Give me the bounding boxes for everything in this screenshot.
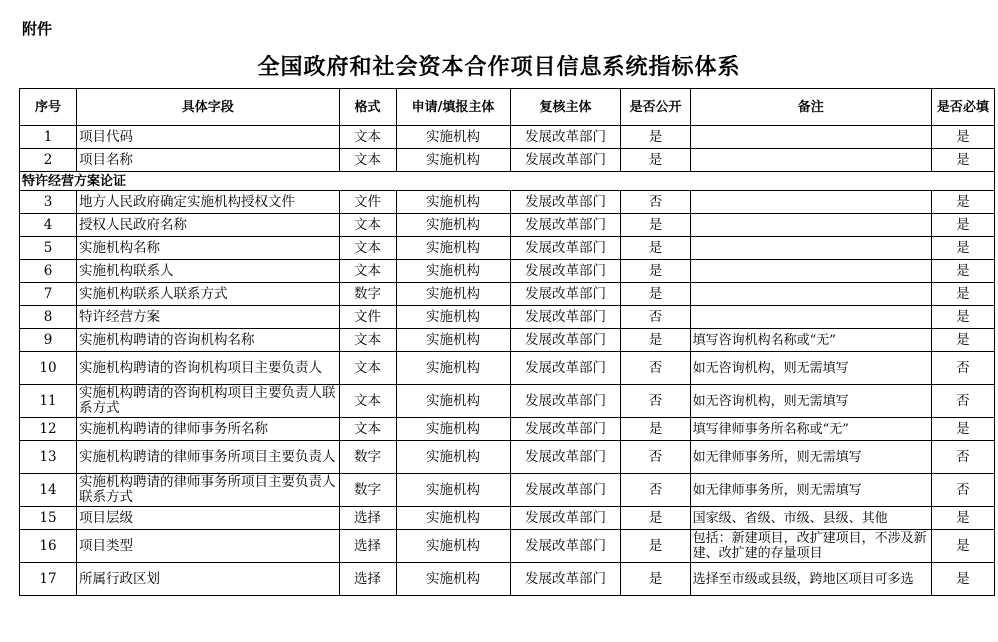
row-no: 4: [20, 214, 77, 237]
row-no: 12: [20, 418, 77, 441]
row-applicant: 实施机构: [396, 507, 510, 530]
row-field: 授权人民政府名称: [76, 214, 339, 237]
row-format: 选择: [339, 530, 396, 563]
row-format: 文本: [339, 149, 396, 172]
row-format: 文本: [339, 260, 396, 283]
row-required: 是: [931, 149, 994, 172]
row-required: 是: [931, 191, 994, 214]
table-row: [20, 352, 995, 385]
row-reviewer: 发展改革部门: [510, 191, 621, 214]
row-note: [690, 260, 931, 283]
row-note: 填写咨询机构名称或“无”: [690, 329, 931, 352]
table-row: [20, 191, 995, 214]
row-field: 实施机构聘请的咨询机构项目主要负责人联系方式: [76, 385, 339, 418]
row-required: 是: [931, 283, 994, 306]
row-no: 5: [20, 237, 77, 260]
row-applicant: 实施机构: [396, 214, 510, 237]
table-row: [20, 306, 995, 329]
row-public: 是: [621, 283, 690, 306]
table-row: [20, 283, 995, 306]
row-format: 数字: [339, 283, 396, 306]
row-no: 2: [20, 149, 77, 172]
table-row: [20, 329, 995, 352]
row-field: 项目名称: [76, 149, 339, 172]
row-applicant: 实施机构: [396, 306, 510, 329]
row-reviewer: 发展改革部门: [510, 260, 621, 283]
row-public: 是: [621, 329, 690, 352]
row-note: 填写律师事务所名称或“无”: [690, 418, 931, 441]
row-required: 否: [931, 385, 994, 418]
row-applicant: 实施机构: [396, 530, 510, 563]
row-applicant: 实施机构: [396, 149, 510, 172]
row-required: 是: [931, 237, 994, 260]
row-applicant: 实施机构: [396, 418, 510, 441]
row-no: 3: [20, 191, 77, 214]
row-required: 是: [931, 126, 994, 149]
row-required: 是: [931, 530, 994, 563]
indicator-table: [19, 88, 995, 596]
row-public: 否: [621, 385, 690, 418]
row-reviewer: 发展改革部门: [510, 126, 621, 149]
row-format: 文件: [339, 191, 396, 214]
row-no: 8: [20, 306, 77, 329]
row-no: 7: [20, 283, 77, 306]
row-note: 包括：新建项目，改扩建项目，不涉及新建、改扩建的存量项目: [690, 530, 931, 563]
row-field: 实施机构联系人联系方式: [76, 283, 339, 306]
row-required: 否: [931, 441, 994, 474]
row-applicant: 实施机构: [396, 283, 510, 306]
row-public: 否: [621, 474, 690, 507]
table-row: [20, 149, 995, 172]
row-note: 如无咨询机构，则无需填写: [690, 352, 931, 385]
header-note: 备注: [690, 89, 931, 126]
row-reviewer: 发展改革部门: [510, 385, 621, 418]
row-reviewer: 发展改革部门: [510, 418, 621, 441]
row-required: 是: [931, 214, 994, 237]
section-row: [20, 172, 995, 191]
page-title: 全国政府和社会资本合作项目信息系统指标体系: [257, 54, 741, 80]
row-required: 是: [931, 306, 994, 329]
row-public: 否: [621, 352, 690, 385]
row-note: [690, 191, 931, 214]
row-applicant: 实施机构: [396, 191, 510, 214]
row-public: 是: [621, 214, 690, 237]
row-applicant: 实施机构: [396, 126, 510, 149]
header-field: 具体字段: [76, 89, 339, 126]
row-format: 文本: [339, 126, 396, 149]
attachment-label: 附件: [22, 20, 53, 38]
row-reviewer: 发展改革部门: [510, 530, 621, 563]
row-no: 13: [20, 441, 77, 474]
row-format: 文本: [339, 385, 396, 418]
row-applicant: 实施机构: [396, 260, 510, 283]
row-note: 如无律师事务所，则无需填写: [690, 474, 931, 507]
row-reviewer: 发展改革部门: [510, 352, 621, 385]
table-row: [20, 260, 995, 283]
row-public: 是: [621, 126, 690, 149]
table-row: [20, 126, 995, 149]
row-format: 选择: [339, 563, 396, 596]
row-no: 16: [20, 530, 77, 563]
row-format: 文本: [339, 214, 396, 237]
table-row: [20, 237, 995, 260]
row-field: 实施机构聘请的咨询机构项目主要负责人: [76, 352, 339, 385]
row-no: 11: [20, 385, 77, 418]
table-row: [20, 214, 995, 237]
row-required: 否: [931, 352, 994, 385]
header-required: 是否必填: [931, 89, 994, 126]
row-no: 17: [20, 563, 77, 596]
row-note: 如无咨询机构，则无需填写: [690, 385, 931, 418]
row-field: 实施机构聘请的律师事务所名称: [76, 418, 339, 441]
row-note: [690, 126, 931, 149]
row-public: 是: [621, 260, 690, 283]
row-public: 是: [621, 530, 690, 563]
row-field: 实施机构聘请的律师事务所项目主要负责人联系方式: [76, 474, 339, 507]
table-row: [20, 385, 995, 418]
row-field: 实施机构聘请的咨询机构名称: [76, 329, 339, 352]
row-format: 数字: [339, 474, 396, 507]
row-field: 实施机构名称: [76, 237, 339, 260]
section-label: 特许经营方案论证: [20, 172, 995, 191]
table-row: [20, 530, 995, 563]
header-reviewer: 复核主体: [510, 89, 621, 126]
header-no: 序号: [20, 89, 77, 126]
row-note: 如无律师事务所，则无需填写: [690, 441, 931, 474]
row-required: 是: [931, 507, 994, 530]
header-public: 是否公开: [621, 89, 690, 126]
row-reviewer: 发展改革部门: [510, 563, 621, 596]
row-field: 实施机构联系人: [76, 260, 339, 283]
row-no: 6: [20, 260, 77, 283]
row-note: [690, 283, 931, 306]
row-no: 14: [20, 474, 77, 507]
table-row: [20, 418, 995, 441]
row-format: 文件: [339, 306, 396, 329]
table-row: [20, 474, 995, 507]
row-reviewer: 发展改革部门: [510, 474, 621, 507]
row-public: 否: [621, 191, 690, 214]
row-reviewer: 发展改革部门: [510, 237, 621, 260]
row-required: 是: [931, 329, 994, 352]
row-reviewer: 发展改革部门: [510, 214, 621, 237]
row-public: 是: [621, 563, 690, 596]
row-format: 文本: [339, 352, 396, 385]
row-field: 实施机构聘请的律师事务所项目主要负责人: [76, 441, 339, 474]
table-row: [20, 563, 995, 596]
row-public: 是: [621, 418, 690, 441]
row-reviewer: 发展改革部门: [510, 283, 621, 306]
row-format: 文本: [339, 237, 396, 260]
header-applicant: 申请/填报主体: [396, 89, 510, 126]
row-format: 数字: [339, 441, 396, 474]
table-row: [20, 441, 995, 474]
row-format: 文本: [339, 329, 396, 352]
row-required: 否: [931, 474, 994, 507]
header-format: 格式: [339, 89, 396, 126]
row-reviewer: 发展改革部门: [510, 329, 621, 352]
row-no: 15: [20, 507, 77, 530]
row-no: 1: [20, 126, 77, 149]
row-public: 是: [621, 237, 690, 260]
row-applicant: 实施机构: [396, 563, 510, 596]
row-note: [690, 237, 931, 260]
row-field: 项目类型: [76, 530, 339, 563]
row-reviewer: 发展改革部门: [510, 441, 621, 474]
row-reviewer: 发展改革部门: [510, 507, 621, 530]
row-field: 地方人民政府确定实施机构授权文件: [76, 191, 339, 214]
row-no: 10: [20, 352, 77, 385]
table-row: [20, 507, 995, 530]
row-no: 9: [20, 329, 77, 352]
row-public: 是: [621, 149, 690, 172]
row-public: 是: [621, 507, 690, 530]
row-applicant: 实施机构: [396, 352, 510, 385]
row-field: 所属行政区划: [76, 563, 339, 596]
row-format: 选择: [339, 507, 396, 530]
row-note: 国家级、省级、市级、县级、其他: [690, 507, 931, 530]
table-header-row: [20, 89, 995, 126]
row-format: 文本: [339, 418, 396, 441]
row-field: 特许经营方案: [76, 306, 339, 329]
row-applicant: 实施机构: [396, 441, 510, 474]
row-reviewer: 发展改革部门: [510, 306, 621, 329]
row-note: [690, 214, 931, 237]
row-applicant: 实施机构: [396, 329, 510, 352]
row-note: [690, 306, 931, 329]
row-field: 项目层级: [76, 507, 339, 530]
row-note: 选择至市级或县级，跨地区项目可多选: [690, 563, 931, 596]
row-field: 项目代码: [76, 126, 339, 149]
row-required: 是: [931, 563, 994, 596]
row-public: 否: [621, 441, 690, 474]
row-applicant: 实施机构: [396, 385, 510, 418]
row-reviewer: 发展改革部门: [510, 149, 621, 172]
row-applicant: 实施机构: [396, 474, 510, 507]
row-applicant: 实施机构: [396, 237, 510, 260]
row-note: [690, 149, 931, 172]
row-required: 是: [931, 418, 994, 441]
table-body: [20, 126, 995, 596]
row-required: 是: [931, 260, 994, 283]
row-public: 否: [621, 306, 690, 329]
